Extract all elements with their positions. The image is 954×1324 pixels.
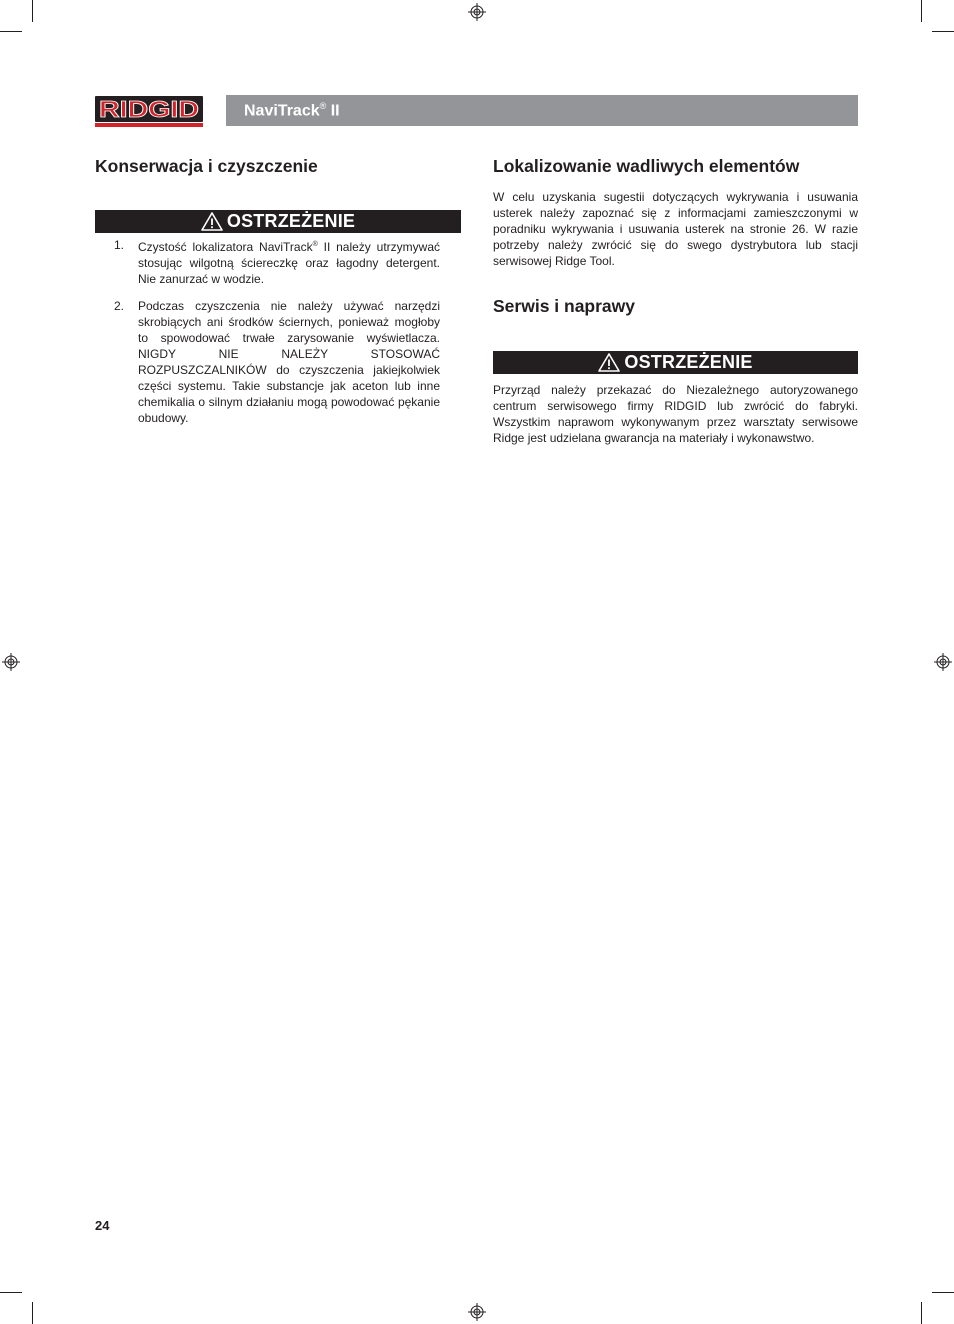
troubleshooting-text: W celu uzyskania sugestii dotyczących wykrywania i usuwania usterek należy zapoznać się z informacjami zamieszczonymi w poradniku wykrywania i usuwania usterek na stronie 26. W razie potrzeby należy zwrócić się do swego dystrybutora lub stacji serwisowej Ridge Tool. xyxy=(493,190,858,268)
list-item-number: 2. xyxy=(114,299,125,313)
product-title: NaviTrack® II xyxy=(244,101,340,120)
warning-triangle-icon xyxy=(201,212,223,231)
header-bar xyxy=(226,95,858,126)
warning-banner xyxy=(493,351,858,374)
registration-mark-icon xyxy=(468,1303,486,1321)
registration-mark-icon xyxy=(934,653,952,671)
warning-triangle-icon xyxy=(598,353,620,372)
crop-mark xyxy=(921,1302,922,1324)
heading-maintenance: Konserwacja i czyszczenie xyxy=(95,156,318,176)
warning-label: OSTRZEŻENIE xyxy=(226,211,356,231)
svg-text:RIDGID: RIDGID xyxy=(99,96,199,122)
crop-mark xyxy=(0,1292,22,1293)
list-item-number: 1. xyxy=(114,238,125,252)
maintenance-list xyxy=(114,237,440,437)
service-text: Przyrząd należy przekazać do Niezależnego autoryzowanego centrum serwisowego firmy RIDGID lub zwrócić do fabryki. Wszystkim naprawom wykonywanym przez warsztaty serwisowe Ridge jest udzielana gwarancja na materiały i wykonawstwo. xyxy=(493,383,858,445)
crop-mark xyxy=(32,1302,33,1324)
crop-mark xyxy=(0,31,22,32)
crop-mark xyxy=(32,0,33,22)
list-item: 2. Podczas czyszczenia nie należy używać narzędzi skrobiących ani środków ściernych, ponieważ mogłoby to spowodować trwałe zarysowanie wyświetlacza. NIGDY NIE NALEŻY STOSOWAĆ ROZPUSZCZALNIKÓW do czyszczenia jakiejkolwiek części systemu. Takie substancje jak aceton lub inne chemikalia o silnym działaniu mogą powodować pękanie obudowy. xyxy=(114,299,440,425)
heading-service: Serwis i naprawy xyxy=(493,296,636,316)
crop-mark xyxy=(932,31,954,32)
crop-mark xyxy=(932,1292,954,1293)
list-item: 1. Czystość lokalizatora NaviTrack® II należy utrzymywać stosując wilgotną ściereczkę oraz łagodny detergent. Nie zanurzać w wodzie. xyxy=(114,238,440,286)
warning-banner xyxy=(95,210,461,233)
warning-label: OSTRZEŻENIE xyxy=(624,352,753,372)
page-number: 24 xyxy=(95,1218,110,1233)
ridgid-logo xyxy=(95,96,203,128)
crop-mark xyxy=(921,0,922,22)
heading-troubleshooting: Lokalizowanie wadliwych elementów xyxy=(493,156,800,176)
registration-mark-icon xyxy=(468,3,486,21)
registration-mark-icon xyxy=(2,653,20,671)
